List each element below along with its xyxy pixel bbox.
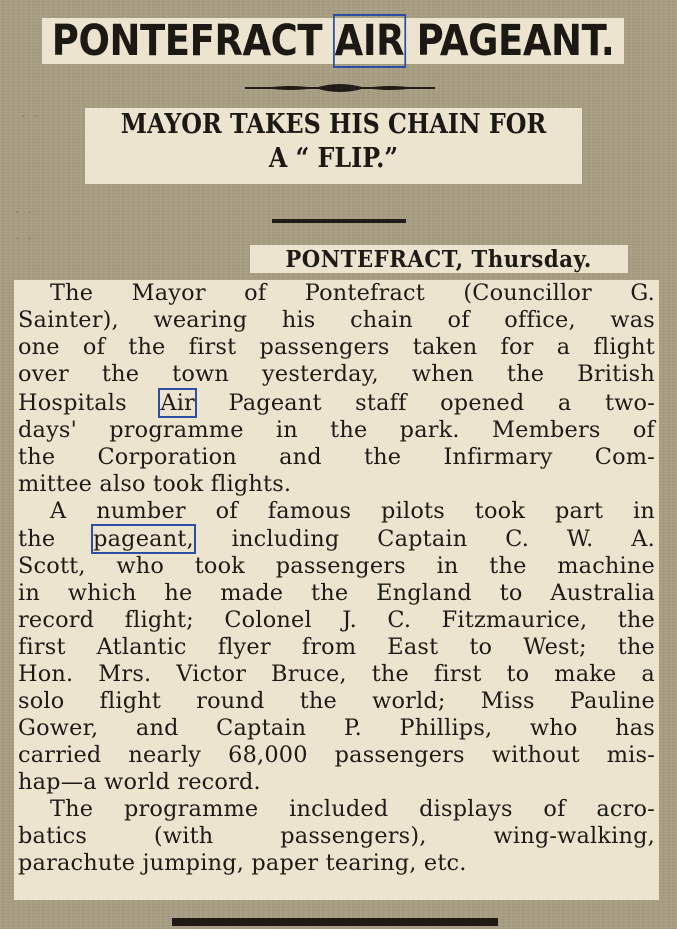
article-line: The programme included displays of acro- (50, 796, 655, 822)
headline-box (42, 18, 624, 64)
article-line: one of the first passengers taken for a flight (18, 334, 655, 360)
article-line-before: the (18, 526, 94, 552)
section-rule (272, 219, 406, 223)
highlight-air[interactable]: Air (160, 390, 195, 416)
article-line: Scott, who took passengers in the machine (18, 553, 655, 579)
subheadline-line-2: A “ FLIP.” (268, 143, 399, 174)
article-line (18, 390, 655, 417)
article-line: days' programme in the park. Members of (18, 417, 655, 443)
article-line-after: Pageant staff opened a two- (194, 390, 655, 416)
bottom-rule (172, 918, 498, 926)
headline-highlight-air[interactable]: AIR (334, 16, 405, 66)
article-line: parachute jumping, paper tearing, etc. (18, 850, 467, 876)
highlight-pageant[interactable]: pageant, (93, 526, 194, 552)
dateline-box (250, 245, 628, 273)
article-line: in which he made the England to Australia (18, 580, 655, 606)
article-body (14, 280, 659, 900)
article-line (18, 526, 655, 553)
article-line: Hon. Mrs. Victor Bruce, the first to make a (18, 661, 655, 687)
bleed-through-text: · · (20, 104, 40, 128)
article-line: mittee also took flights. (18, 471, 292, 497)
bleed-through-text: · · (14, 200, 34, 224)
article-line: batics (with passengers), wing-walking, (18, 823, 655, 849)
headline-text-after: PAGEANT. (404, 16, 615, 66)
dateline: PONTEFRACT, Thursday. (285, 245, 593, 273)
article-line: first Atlantic flyer from East to West; the (18, 634, 655, 660)
ornament-divider (245, 76, 435, 100)
bleed-through-text: · · (14, 226, 34, 250)
subheadline-line-1: MAYOR TAKES HIS CHAIN FOR (120, 109, 547, 140)
article-line: record flight; Colonel J. C. Fitzmaurice, the (18, 607, 655, 633)
subheadline-box (85, 108, 582, 184)
article-line: carried nearly 68,000 passengers without mis- (18, 742, 655, 768)
article-line: Sainter), wearing his chain of office, was (18, 307, 655, 333)
article-line: hap—a world record. (18, 769, 261, 795)
headline-text-before: PONTEFRACT (51, 16, 335, 66)
headline (52, 16, 615, 66)
article-line: the Corporation and the Infirmary Com- (18, 444, 655, 470)
article-line: solo flight round the world; Miss Pauline (18, 688, 655, 714)
article-line: The Mayor of Pontefract (Councillor G. (50, 280, 655, 306)
article-line: over the town yesterday, when the British (18, 361, 655, 387)
article-line-after: including Captain C. W. A. (193, 526, 655, 552)
article-line: A number of famous pilots took part in (50, 498, 655, 524)
article-line: Gower, and Captain P. Phillips, who has (18, 715, 655, 741)
article-line-before: Hospitals (18, 390, 161, 416)
